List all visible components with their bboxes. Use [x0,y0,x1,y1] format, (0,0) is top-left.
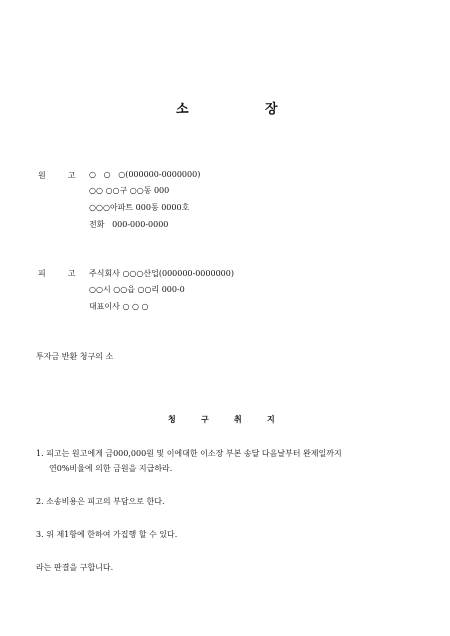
claim-heading-char4: 지 [267,414,275,424]
defendant-label-char2: 고 [67,269,76,278]
title-char-so: 소 [176,102,189,117]
claim-heading-char2: 구 [201,414,209,424]
plaintiff-name: ○ ○ ○(000000-0000000) [89,170,201,179]
claim-item-1-line-2: 연0%비율에 의한 금원을 지급하라. [49,464,173,473]
claim-heading-char1: 청 [168,414,176,424]
closing-sentence: 라는 판결을 구합니다. [36,563,114,572]
plaintiff-phone: 전화 000-000-0000 [89,220,169,229]
defendant-representative: 대표이사 ○ ○ ○ [89,302,149,311]
plaintiff-label-char2: 고 [67,171,76,180]
plaintiff-label [38,170,75,181]
defendant-address: ○○시 ○○읍 ○○리 000-0 [89,285,185,294]
claim-item-1 [36,446,426,476]
document-title [0,98,450,118]
plaintiff-label-char1: 원 [38,171,46,180]
claim-item-1-line-1: 1. 피고는 원고에게 금000,000원 및 이에대한 이소장 부본 송달 다음날부터 완제일까지 [36,449,342,458]
plaintiff-address-line-2: ○○○아파트 000동 0000호 [89,203,190,212]
defendant-label [38,268,75,279]
case-name: 투자금 반환 청구의 소 [36,352,114,361]
plaintiff-address-line-1: ○○ ○○구 ○○동 000 [89,186,170,195]
claim-item-3: 3. 위 제1항에 한하여 가집행 할 수 있다. [36,530,178,539]
defendant-name: 주식회사 ○○○산업(000000-0000000) [89,269,234,278]
claim-item-2: 2. 소송비용은 피고의 부담으로 한다. [36,497,165,506]
defendant-label-char1: 피 [38,269,46,278]
title-char-jang: 장 [265,102,278,117]
claim-heading-char3: 취 [234,414,242,424]
